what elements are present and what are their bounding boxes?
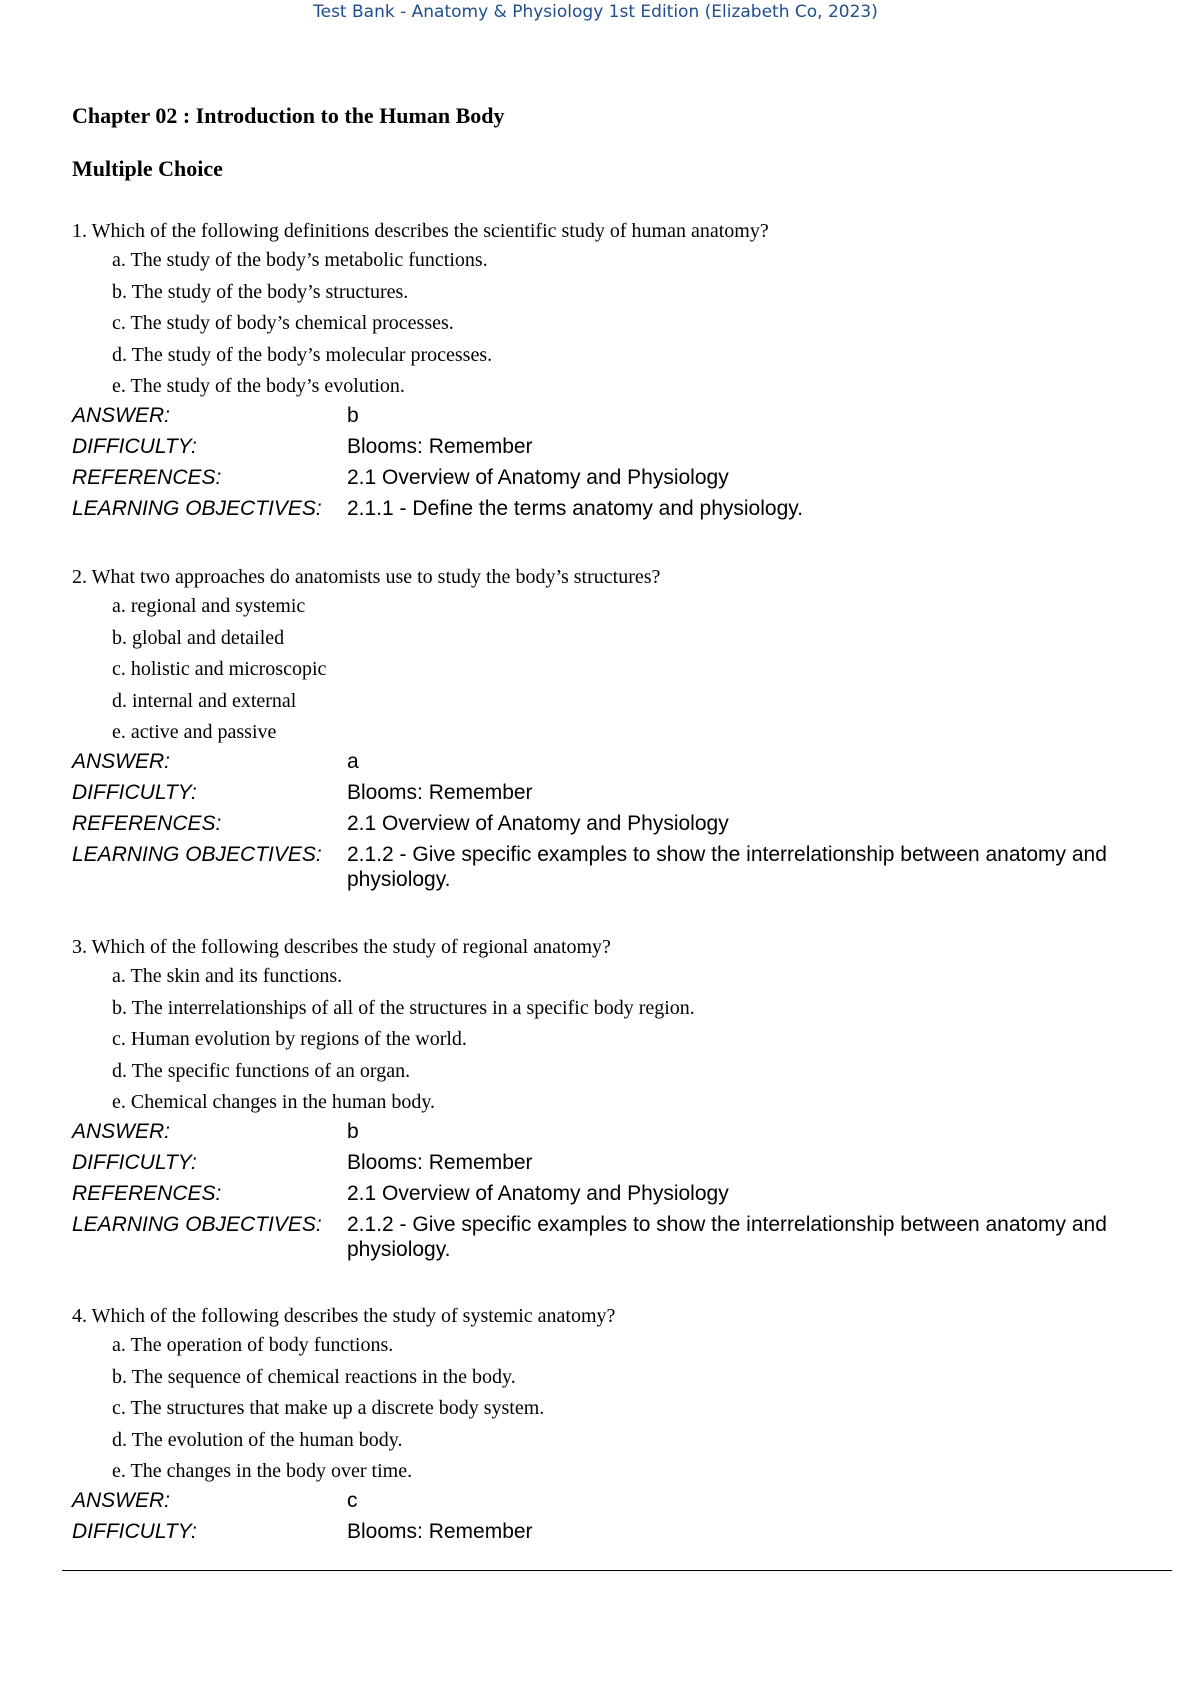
question-2 [72,563,1152,898]
difficulty-value: Blooms: Remember [347,434,533,458]
option-e: e. active and passive [112,721,277,743]
objectives-value: 2.1.2 - Give specific examples to show the interrelationship between anatomy and physiology. [347,1212,1107,1261]
difficulty-label: DIFFICULTY: [72,780,197,804]
option-c: c. Human evolution by regions of the world. [112,1028,467,1050]
option-d: d. The specific functions of an organ. [112,1059,411,1082]
question-text: 2. What two approaches do anatomists use to study the body’s structures? [72,566,661,588]
question-3 [72,933,1152,1268]
objectives-row [72,496,1152,521]
option-e: e. The changes in the body over time. [112,1460,413,1482]
option-c: c. The structures that make up a discrete body system. [112,1397,545,1419]
objectives-label: LEARNING OBJECTIVES: [72,1212,322,1236]
option-c: c. holistic and microscopic [112,658,327,680]
references-label: REFERENCES: [72,811,222,835]
answer-label: ANSWER: [72,403,171,427]
option-d: d. internal and external [112,689,297,712]
references-value: 2.1 Overview of Anatomy and Physiology [347,465,729,489]
running-header: Test Bank - Anatomy & Physiology 1st Edition (Elizabeth Co, 2023) [313,2,878,22]
option-c: c. The study of body’s chemical processes. [112,312,454,334]
question-text: 4. Which of the following describes the study of systemic anatomy? [72,1305,616,1327]
question-text: 1. Which of the following definitions describes the scientific study of human anatomy? [72,220,769,242]
option-d: d. The study of the body’s molecular processes. [112,343,493,366]
references-row [72,1181,1152,1206]
option-b: b. global and detailed [112,626,285,649]
option-e: e. The study of the body’s evolution. [112,375,405,397]
answer-value: a [347,749,359,773]
option-a: a. The skin and its functions. [112,965,343,987]
option-e: e. Chemical changes in the human body. [112,1091,436,1113]
objectives-row [72,1212,1152,1262]
difficulty-row [72,780,1152,805]
section-title: Multiple Choice [72,156,223,181]
answer-row [72,403,1152,428]
difficulty-row [72,1150,1152,1175]
answer-row [72,1119,1152,1144]
objectives-value: 2.1.1 - Define the terms anatomy and physiology. [347,496,804,520]
references-label: REFERENCES: [72,1181,222,1205]
question-1 [72,217,1152,527]
option-a: a. regional and systemic [112,595,306,617]
question-4 [72,1302,1152,1550]
difficulty-label: DIFFICULTY: [72,434,197,458]
chapter-title: Chapter 02 : Introduction to the Human Body [72,103,505,128]
references-value: 2.1 Overview of Anatomy and Physiology [347,811,729,835]
question-text: 3. Which of the following describes the study of regional anatomy? [72,936,611,958]
objectives-value: 2.1.2 - Give specific examples to show the interrelationship between anatomy and physiology. [347,842,1107,891]
objectives-row [72,842,1152,892]
option-d: d. The evolution of the human body. [112,1428,403,1451]
option-b: b. The sequence of chemical reactions in the body. [112,1365,516,1388]
answer-value: b [347,1119,359,1143]
option-a: a. The operation of body functions. [112,1334,394,1356]
option-a: a. The study of the body’s metabolic functions. [112,249,488,271]
answer-row [72,749,1152,774]
answer-row [72,1488,1152,1513]
references-row [72,811,1152,836]
answer-value: b [347,403,359,427]
references-label: REFERENCES: [72,465,222,489]
answer-label: ANSWER: [72,1488,171,1512]
objectives-label: LEARNING OBJECTIVES: [72,496,322,520]
references-value: 2.1 Overview of Anatomy and Physiology [347,1181,729,1205]
answer-label: ANSWER: [72,1119,171,1143]
option-b: b. The interrelationships of all of the structures in a specific body region. [112,996,695,1019]
difficulty-value: Blooms: Remember [347,1150,533,1174]
difficulty-value: Blooms: Remember [347,1519,533,1543]
difficulty-label: DIFFICULTY: [72,1150,197,1174]
references-row [72,465,1152,490]
answer-value: c [347,1488,358,1512]
option-b: b. The study of the body’s structures. [112,280,409,303]
objectives-label: LEARNING OBJECTIVES: [72,842,322,866]
difficulty-row [72,434,1152,459]
difficulty-label: DIFFICULTY: [72,1519,197,1543]
difficulty-value: Blooms: Remember [347,780,533,804]
answer-label: ANSWER: [72,749,171,773]
difficulty-row [72,1519,1152,1544]
page-bottom-rule [62,1570,1172,1571]
